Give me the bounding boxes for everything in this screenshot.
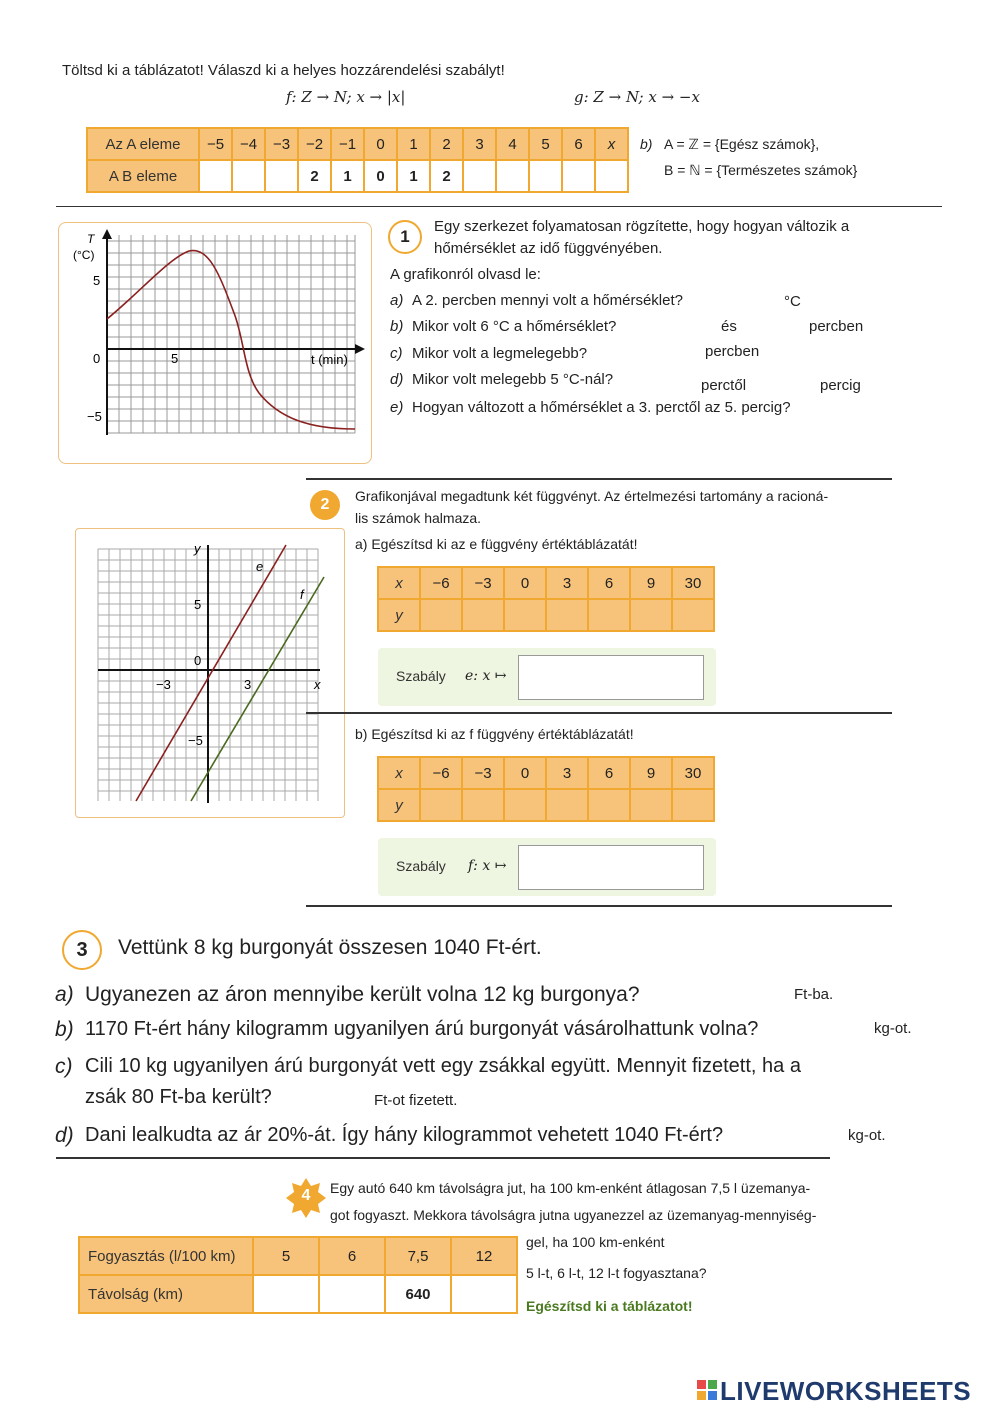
x-cell: 3	[546, 757, 588, 789]
divider	[306, 905, 892, 907]
table-e	[377, 566, 715, 632]
tick-y5: 5	[93, 273, 101, 288]
q-letter: d)	[55, 1124, 74, 1147]
y-label-t: T	[87, 232, 95, 246]
x-cell: −6	[420, 567, 462, 599]
answer-b-and: és	[721, 318, 737, 335]
tick-origin: 0	[194, 653, 202, 668]
answer-c: Ft-ot fizetett.	[374, 1092, 458, 1109]
answer-a: Ft-ba.	[794, 986, 834, 1003]
q-text-2: zsák 80 Ft-ba került?	[85, 1086, 272, 1108]
b-input[interactable]	[463, 160, 496, 192]
temperature-graph	[59, 223, 371, 463]
rule-f-input[interactable]	[518, 845, 704, 890]
a-cell: 2	[430, 128, 463, 160]
rule-f-expr: f: x ↦	[468, 858, 507, 874]
b-cell: 2	[430, 160, 463, 192]
b-input[interactable]	[595, 160, 628, 192]
a-cell: 3	[463, 128, 496, 160]
task1-read-prompt: A grafikonról olvasd le:	[390, 266, 541, 283]
answer-b-unit: percben	[809, 318, 864, 335]
task1-text-2: hőmérséklet az idő függvényében.	[434, 240, 663, 257]
x-cell: 6	[588, 757, 630, 789]
tick-y0: 0	[93, 351, 101, 366]
answer-b: kg-ot.	[874, 1020, 912, 1037]
task4-instruction: Egészítsd ki a táblázatot!	[526, 1298, 693, 1314]
a-cell: −1	[331, 128, 364, 160]
q-letter: b)	[390, 318, 404, 335]
mapping-table	[86, 127, 629, 193]
x-cell: 9	[630, 757, 672, 789]
q-text: Cili 10 kg ugyanilyen árú burgonyát vett egy zsákkal együtt. Mennyit fizetett, ha a	[85, 1055, 801, 1077]
y-input[interactable]	[546, 789, 588, 821]
task2-part-a: a) Egészítsd ki az e függvény értéktáblázatát!	[355, 536, 638, 552]
y-input[interactable]	[672, 789, 714, 821]
divider	[306, 478, 892, 480]
fuel-cell: 7,5	[385, 1237, 451, 1275]
divider	[56, 1157, 830, 1159]
x-cell: 0	[504, 567, 546, 599]
line-e-label: e	[256, 559, 264, 574]
y-label-unit: (°C)	[73, 248, 95, 262]
task4-text-1: Egy autó 640 km távolságra jut, ha 100 km-enként átlagosan 7,5 l üzemanya-	[330, 1180, 811, 1196]
x-cell: 9	[630, 567, 672, 599]
task3-badge: 3	[62, 930, 102, 970]
y-input[interactable]	[462, 789, 504, 821]
distance-input[interactable]	[451, 1275, 517, 1313]
q-letter: a)	[55, 983, 74, 1006]
b-cell: 0	[364, 160, 397, 192]
x-cell: 3	[546, 567, 588, 599]
a-cell: −4	[232, 128, 265, 160]
b-input[interactable]	[496, 160, 529, 192]
answer-d-from: perctől	[701, 377, 747, 394]
y-arrow	[102, 229, 112, 239]
q-text: Dani lealkudta az ár 20%-át. Így hány kilogrammot vehetett 1040 Ft-ért?	[85, 1124, 724, 1146]
b-cell: 1	[397, 160, 430, 192]
fuel-cell: 5	[253, 1237, 319, 1275]
b-cell: 1	[331, 160, 364, 192]
q-text: A 2. percben mennyi volt a hőmérséklet?	[412, 292, 683, 309]
task3-title: Vettünk 8 kg burgonyát összesen 1040 Ft-ért.	[118, 936, 542, 959]
task4-text-2: got fogyaszt. Mekkora távolságra jutna ugyanezzel az üzemanyag-mennyiség-	[330, 1207, 817, 1223]
b-cell: 2	[298, 160, 331, 192]
distance-row-label: Távolság (km)	[79, 1275, 253, 1313]
b-input[interactable]	[232, 160, 265, 192]
table-f	[377, 756, 715, 822]
a-cell: x	[595, 128, 628, 160]
row-b	[87, 160, 628, 192]
rule-label: Szabály	[396, 668, 446, 684]
q-letter: c)	[390, 345, 403, 362]
x-cell: 0	[504, 757, 546, 789]
x-arrow	[355, 344, 365, 354]
tick-x5: 5	[171, 351, 179, 366]
answer-a-unit: °C	[784, 293, 801, 310]
task2-badge: 2	[310, 490, 340, 520]
task4-text-4: 5 l-t, 6 l-t, 12 l-t fogyasztana?	[526, 1265, 707, 1281]
y-input[interactable]	[546, 599, 588, 631]
x-cell: −3	[462, 567, 504, 599]
rule-g: g: Z → N; x → −x	[574, 88, 700, 106]
y-input[interactable]	[504, 599, 546, 631]
x-label: x	[378, 757, 420, 789]
q-text: Ugyanezen az áron mennyibe került volna 12 kg burgonya?	[85, 983, 640, 1006]
task2-text-2: lis számok halmaza.	[355, 510, 482, 526]
y-input[interactable]	[672, 599, 714, 631]
line-f-label: f	[300, 587, 304, 602]
task4-text-3: gel, ha 100 km-enként	[526, 1234, 665, 1250]
row-a-label: Az A eleme	[87, 128, 199, 160]
x-axis-label: x	[314, 677, 321, 692]
q-letter: e)	[390, 399, 404, 416]
q-letter: b)	[55, 1018, 74, 1041]
distance-input[interactable]	[319, 1275, 385, 1313]
a-cell: 6	[562, 128, 595, 160]
y-input[interactable]	[420, 599, 462, 631]
y-input[interactable]	[462, 599, 504, 631]
tick-xm3: −3	[156, 677, 171, 692]
temperature-graph-frame	[58, 222, 372, 464]
instruction-text: Töltsd ki a táblázatot! Válaszd ki a helyes hozzárendelési szabályt!	[62, 62, 505, 79]
b-input[interactable]	[529, 160, 562, 192]
liveworksheets-logo-icon	[697, 1380, 717, 1400]
q-letter: c)	[55, 1055, 73, 1078]
b-input[interactable]	[199, 160, 232, 192]
rule-f-panel	[378, 838, 716, 896]
linear-graph	[76, 529, 344, 817]
y-input[interactable]	[630, 789, 672, 821]
fuel-cell: 12	[451, 1237, 517, 1275]
x-cell: 30	[672, 567, 714, 599]
q-letter: a)	[390, 292, 404, 309]
fuel-cell: 6	[319, 1237, 385, 1275]
a-cell: 5	[529, 128, 562, 160]
divider	[56, 206, 942, 207]
row-b-label: A B eleme	[87, 160, 199, 192]
task4-number: 4	[301, 1187, 311, 1204]
rule-e-input[interactable]	[518, 655, 704, 700]
note-b-set: B = ℕ = {Természetes számok}	[664, 162, 858, 178]
q-text: 1170 Ft-ért hány kilogramm ugyanilyen árú burgonyát vásárolhattunk volna?	[85, 1018, 759, 1040]
x-cell: 6	[588, 567, 630, 599]
a-cell: 1	[397, 128, 430, 160]
q-letter: d)	[390, 371, 404, 388]
y-input[interactable]	[504, 789, 546, 821]
note-a-set: A = ℤ = {Egész számok},	[664, 136, 820, 152]
answer-d: kg-ot.	[848, 1127, 886, 1144]
a-cell: −3	[265, 128, 298, 160]
fuel-row-label: Fogyasztás (l/100 km)	[79, 1237, 253, 1275]
q-text: Hogyan változott a hőmérséklet a 3. perctől az 5. percig?	[412, 399, 791, 416]
y-axis-label: y	[194, 541, 201, 556]
x-cell: −6	[420, 757, 462, 789]
tick-ym5: −5	[188, 733, 203, 748]
line-f	[191, 577, 324, 801]
divider	[306, 712, 892, 714]
rule-e-expr: e: x ↦	[465, 668, 507, 684]
y-input[interactable]	[588, 789, 630, 821]
fuel-table	[78, 1236, 518, 1314]
y-label: y	[378, 599, 420, 631]
tick-x3: 3	[244, 677, 252, 692]
y-label: y	[378, 789, 420, 821]
rule-label: Szabály	[396, 858, 446, 874]
rule-f: f: Z → N; x → |x|	[286, 88, 406, 106]
liveworksheets-logo: LIVEWORKSHEETS	[720, 1376, 972, 1406]
rule-e-panel	[378, 648, 716, 706]
a-cell: −2	[298, 128, 331, 160]
note-b-letter: b)	[640, 136, 653, 152]
q-text: Mikor volt melegebb 5 °C-nál?	[412, 371, 614, 388]
linear-graph-frame	[75, 528, 345, 818]
x-label: t (min)	[311, 352, 348, 367]
answer-d-to: percig	[820, 377, 861, 394]
y-input[interactable]	[630, 599, 672, 631]
task1-text-1: Egy szerkezet folyamatosan rögzítette, hogy hogyan változik a	[434, 218, 850, 235]
answer-c-unit: percben	[705, 343, 760, 360]
a-cell: 4	[496, 128, 529, 160]
distance-input[interactable]	[253, 1275, 319, 1313]
a-cell: 0	[364, 128, 397, 160]
b-input[interactable]	[562, 160, 595, 192]
distance-cell: 640	[385, 1275, 451, 1313]
task2-text-1: Grafikonjával megadtunk két függvényt. Az értelmezési tartomány a racioná-	[355, 488, 829, 504]
x-label: x	[378, 567, 420, 599]
tick-y5: 5	[194, 597, 202, 612]
y-input[interactable]	[420, 789, 462, 821]
tick-ym5: −5	[87, 409, 102, 424]
task1-badge: 1	[388, 220, 422, 254]
row-a	[87, 128, 628, 160]
b-input[interactable]	[265, 160, 298, 192]
x-cell: 30	[672, 757, 714, 789]
y-input[interactable]	[588, 599, 630, 631]
q-text: Mikor volt 6 °C a hőmérséklet?	[412, 318, 617, 335]
q-text: Mikor volt a legmelegebb?	[412, 345, 588, 362]
task2-part-b: b) Egészítsd ki az f függvény értéktáblázatát!	[355, 726, 634, 742]
x-cell: −3	[462, 757, 504, 789]
graph-grid	[107, 235, 355, 433]
a-cell: −5	[199, 128, 232, 160]
